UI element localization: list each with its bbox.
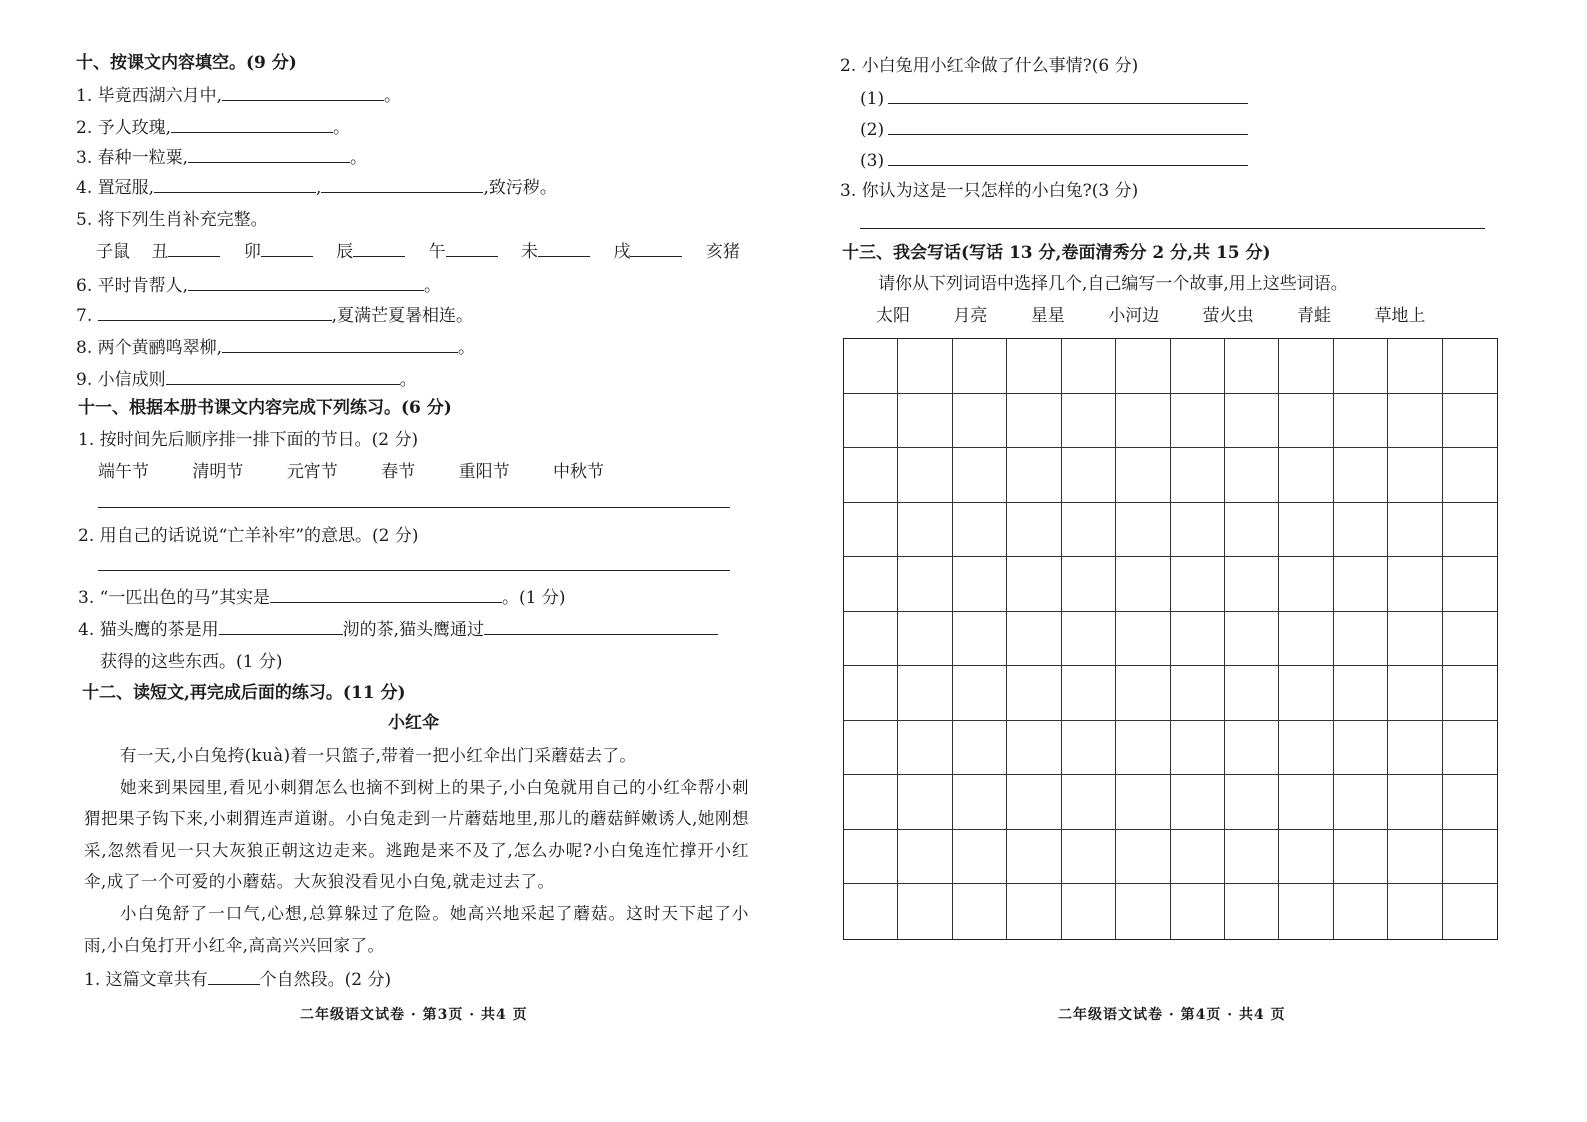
grid-cell[interactable] — [1443, 394, 1497, 449]
grid-cell[interactable] — [1225, 503, 1279, 558]
grid-cell[interactable] — [1171, 394, 1225, 449]
grid-cell[interactable] — [1062, 339, 1116, 394]
grid-cell[interactable] — [1116, 612, 1170, 667]
q-text: ,致污秽。 — [483, 178, 557, 198]
festival-item: 清明节 — [192, 462, 244, 482]
grid-cell[interactable] — [1443, 557, 1497, 612]
grid-cell[interactable] — [1334, 666, 1388, 721]
grid-cell[interactable] — [1171, 339, 1225, 394]
grid-cell[interactable] — [898, 503, 952, 558]
festival-item: 端午节 — [98, 462, 149, 482]
grid-cell[interactable] — [1116, 721, 1170, 776]
grid-cell[interactable] — [1279, 884, 1333, 939]
grid-cell[interactable] — [953, 721, 1007, 776]
grid-cell[interactable] — [1388, 775, 1442, 830]
grid-cell[interactable] — [1279, 666, 1333, 721]
grid-cell[interactable] — [1388, 721, 1442, 776]
grid-cell[interactable] — [1334, 884, 1388, 939]
grid-cell[interactable] — [1062, 503, 1116, 558]
grid-cell[interactable] — [1171, 557, 1225, 612]
s12-q2: 2. 小白兔用小红伞做了什么事情?(6 分) — [840, 56, 1139, 76]
answer-blank[interactable] — [166, 368, 400, 385]
zodiac-item: 辰 — [336, 242, 354, 262]
fill-q9 — [76, 368, 417, 391]
festival-row — [98, 461, 604, 483]
answer-blank[interactable] — [171, 116, 333, 133]
grid-cell[interactable] — [1171, 666, 1225, 721]
grid-cell[interactable] — [1007, 721, 1061, 776]
grid-cell[interactable] — [1279, 830, 1333, 885]
answer-blank[interactable] — [321, 176, 483, 193]
story-paragraph: 有一天,小白兔挎(kuà)着一只篮子,带着一把小红伞出门采蘑菇去了。 — [120, 746, 637, 765]
answer-line[interactable] — [98, 507, 730, 508]
grid-cell[interactable] — [1007, 503, 1061, 558]
grid-cell[interactable] — [1279, 394, 1333, 449]
word-list — [876, 305, 1425, 327]
answer-blank[interactable] — [154, 176, 316, 193]
grid-cell[interactable] — [1443, 830, 1497, 885]
fill-q4: 4. 置冠服, , ,致污秽。 — [76, 178, 557, 198]
answer-blank[interactable] — [222, 336, 458, 353]
grid-cell[interactable] — [898, 448, 952, 503]
grid-cell[interactable] — [1171, 830, 1225, 885]
s11-q4-cont: 获得的这些东西。(1 分) — [100, 652, 283, 672]
grid-cell[interactable] — [844, 721, 898, 776]
grid-cell[interactable] — [1171, 503, 1225, 558]
word-item: 月亮 — [953, 306, 988, 326]
grid-cell[interactable] — [1007, 830, 1061, 885]
grid-cell[interactable] — [953, 775, 1007, 830]
answer-blank[interactable] — [270, 586, 502, 603]
grid-cell[interactable] — [1279, 448, 1333, 503]
word-item: 小河边 — [1108, 306, 1160, 326]
grid-cell[interactable] — [844, 775, 898, 830]
grid-cell[interactable] — [1388, 339, 1442, 394]
grid-cell[interactable] — [1062, 666, 1116, 721]
answer-blank[interactable] — [222, 84, 384, 101]
grid-cell[interactable] — [1225, 666, 1279, 721]
grid-cell[interactable] — [1062, 721, 1116, 776]
q-text: 9. 小信成则 — [76, 370, 166, 390]
answer-blank[interactable] — [168, 240, 220, 257]
grid-cell[interactable] — [844, 884, 898, 939]
section-11-title: 十一、根据本册书课文内容完成下列练习。(6 分) — [78, 398, 452, 418]
zodiac-item: 亥猪 — [705, 242, 740, 262]
grid-cell[interactable] — [1443, 775, 1497, 830]
grid-cell[interactable] — [898, 339, 952, 394]
grid-cell[interactable] — [1007, 339, 1061, 394]
grid-cell[interactable] — [1279, 503, 1333, 558]
q-text: 3. 春种一粒粟, — [76, 148, 189, 168]
word-item: 草地上 — [1374, 306, 1426, 326]
answer-blank[interactable] — [538, 240, 590, 257]
grid-cell[interactable] — [1225, 884, 1279, 939]
grid-cell[interactable] — [953, 666, 1007, 721]
grid-cell[interactable] — [844, 830, 898, 885]
grid-cell[interactable] — [1007, 612, 1061, 667]
grid-cell[interactable] — [953, 830, 1007, 885]
page-footer: 二年级语文试卷 · 第4页 · 共4 页 — [1058, 1007, 1286, 1023]
grid-cell[interactable] — [1443, 884, 1497, 939]
grid-cell[interactable] — [953, 339, 1007, 394]
q-text: 沏的茶,猫头鹰通过 — [342, 620, 485, 640]
grid-cell[interactable] — [1279, 557, 1333, 612]
grid-cell[interactable] — [1443, 721, 1497, 776]
grid-cell[interactable] — [1225, 775, 1279, 830]
grid-cell[interactable] — [1443, 612, 1497, 667]
fill-q1 — [76, 84, 401, 107]
grid-cell[interactable] — [898, 612, 952, 667]
grid-cell[interactable] — [1225, 448, 1279, 503]
grid-cell[interactable] — [1007, 775, 1061, 830]
grid-cell[interactable] — [1334, 775, 1388, 830]
s11-q4 — [78, 618, 718, 641]
grid-cell[interactable] — [1225, 830, 1279, 885]
grid-cell[interactable] — [1062, 775, 1116, 830]
writing-grid[interactable] — [843, 338, 1498, 940]
grid-cell[interactable] — [1116, 830, 1170, 885]
grid-cell[interactable] — [1279, 339, 1333, 394]
grid-cell[interactable] — [1116, 666, 1170, 721]
grid-cell[interactable] — [898, 666, 952, 721]
q-text: 个自然段。(2 分) — [259, 970, 392, 990]
item-label: (1) — [860, 89, 885, 109]
s11-q2: 2. 用自己的话说说“亡羊补牢”的意思。(2 分) — [78, 526, 419, 546]
grid-cell[interactable] — [1225, 612, 1279, 667]
grid-cell[interactable] — [1388, 394, 1442, 449]
punct: 。 — [333, 118, 351, 138]
grid-cell[interactable] — [1171, 612, 1225, 667]
zodiac-item: 卯 — [243, 242, 261, 262]
grid-cell[interactable] — [1116, 394, 1170, 449]
grid-cell[interactable] — [1443, 448, 1497, 503]
grid-cell[interactable] — [1443, 503, 1497, 558]
word-item: 萤火虫 — [1202, 306, 1254, 326]
q-text: 1. 这篇文章共有 — [84, 970, 208, 990]
grid-cell[interactable] — [1334, 830, 1388, 885]
q2-item — [860, 87, 1248, 110]
grid-cell[interactable] — [1279, 775, 1333, 830]
grid-cell[interactable] — [1388, 830, 1442, 885]
grid-cell[interactable] — [953, 448, 1007, 503]
s11-q3 — [78, 586, 566, 609]
punct: 。 — [424, 276, 442, 296]
s11-q1: 1. 按时间先后顺序排一排下面的节日。(2 分) — [78, 430, 419, 450]
grid-cell[interactable] — [1007, 394, 1061, 449]
q2-item — [860, 149, 1248, 172]
fill-q3 — [76, 146, 367, 169]
grid-cell[interactable] — [1116, 503, 1170, 558]
grid-cell[interactable] — [1225, 721, 1279, 776]
q-text: 8. 两个黄鹂鸣翠柳, — [76, 338, 223, 358]
fill-q7 — [76, 304, 473, 327]
answer-blank[interactable] — [219, 618, 343, 635]
section-12-title: 十二、读短文,再完成后面的练习。(11 分) — [82, 683, 406, 703]
q-text: 7. — [76, 306, 93, 326]
grid-cell[interactable] — [1062, 612, 1116, 667]
grid-cell[interactable] — [844, 503, 898, 558]
q-text: 3. “一匹出色的马”其实是 — [78, 588, 271, 608]
grid-cell[interactable] — [844, 557, 898, 612]
s12-q3: 3. 你认为这是一只怎样的小白兔?(3 分) — [840, 181, 1139, 201]
answer-blank[interactable] — [446, 240, 498, 257]
grid-cell[interactable] — [1388, 666, 1442, 721]
grid-cell[interactable] — [844, 448, 898, 503]
s12-q1 — [84, 968, 391, 991]
grid-cell[interactable] — [1116, 775, 1170, 830]
grid-cell[interactable] — [1007, 884, 1061, 939]
grid-cell[interactable] — [1062, 830, 1116, 885]
q-text: 4. 猫头鹰的茶是用 — [78, 620, 219, 640]
q-text: 2. 予人玫瑰, — [76, 118, 172, 138]
story-text — [84, 740, 749, 961]
grid-cell[interactable] — [844, 394, 898, 449]
grid-cell[interactable] — [898, 557, 952, 612]
festival-item: 春节 — [381, 462, 416, 482]
section-10-title: 十、按课文内容填空。(9 分) — [76, 53, 297, 73]
answer-blank[interactable] — [630, 240, 682, 257]
zodiac-item: 午 — [428, 242, 446, 262]
grid-cell[interactable] — [1388, 884, 1442, 939]
grid-cell[interactable] — [1443, 339, 1497, 394]
section-13-title: 十三、我会写话(写话 13 分,卷面清秀分 2 分,共 15 分) — [842, 243, 1271, 263]
punct: 。 — [399, 370, 417, 390]
grid-cell[interactable] — [1225, 557, 1279, 612]
q2-item — [860, 118, 1248, 141]
grid-cell[interactable] — [1171, 721, 1225, 776]
fill-q2 — [76, 116, 350, 139]
grid-cell[interactable] — [1171, 448, 1225, 503]
grid-cell[interactable] — [1334, 339, 1388, 394]
grid-cell[interactable] — [1279, 721, 1333, 776]
answer-blank[interactable] — [98, 304, 332, 321]
zodiac-item: 子鼠 — [96, 242, 130, 262]
grid-cell[interactable] — [1388, 612, 1442, 667]
fill-q5: 5. 将下列生肖补充完整。 — [76, 210, 268, 230]
s13-instruction: 请你从下列词语中选择几个,自己编写一个故事,用上这些词语。 — [878, 274, 1348, 294]
punct: 。 — [458, 338, 476, 358]
answer-blank[interactable] — [888, 118, 1248, 135]
grid-cell[interactable] — [1225, 394, 1279, 449]
grid-cell[interactable] — [1062, 884, 1116, 939]
grid-cell[interactable] — [1116, 448, 1170, 503]
word-item: 青蛙 — [1297, 306, 1332, 326]
grid-cell[interactable] — [1007, 448, 1061, 503]
answer-blank[interactable] — [353, 240, 405, 257]
q-text: ,夏满芒夏暑相连。 — [331, 306, 474, 326]
grid-cell[interactable] — [898, 830, 952, 885]
answer-blank[interactable] — [888, 87, 1248, 104]
zodiac-item: 戌 — [613, 242, 631, 262]
answer-line[interactable] — [98, 570, 730, 571]
grid-cell[interactable] — [898, 394, 952, 449]
grid-cell[interactable] — [1388, 557, 1442, 612]
grid-cell[interactable] — [1116, 339, 1170, 394]
story-paragraph: 小白兔舒了一口气,心想,总算躲过了危险。她高兴地采起了蘑菇。这时天下起了小雨,小白兔打开小红伞,高高兴兴回家了。 — [84, 903, 749, 955]
answer-blank[interactable] — [188, 146, 350, 163]
item-label: (2) — [860, 120, 885, 140]
grid-cell[interactable] — [1334, 394, 1388, 449]
story-paragraph: 她来到果园里,看见小刺猬怎么也摘不到树上的果子,小白兔就用自己的小红伞帮小刺猬把果子钩下来,小刺猬连声道谢。小白兔走到一片蘑菇地里,那儿的蘑菇鲜嫩诱人,她刚想采,忽然看见一只大灰狼正朝这边走来。逃跑是来不及了,怎么办呢?小白兔连忙撑开小红伞,成了一个可爱的小蘑菇。大灰狼没看见小白兔,就走过去了。 — [84, 777, 749, 892]
grid-cell[interactable] — [1334, 503, 1388, 558]
festival-item: 中秋节 — [553, 462, 605, 482]
grid-cell[interactable] — [1334, 612, 1388, 667]
grid-cell[interactable] — [844, 339, 898, 394]
story-title: 小红伞 — [388, 713, 439, 733]
q-text: 4. 置冠服, — [76, 178, 155, 198]
grid-cell[interactable] — [1116, 557, 1170, 612]
grid-cell[interactable] — [953, 557, 1007, 612]
answer-blank[interactable] — [208, 968, 260, 985]
zodiac-row — [96, 240, 740, 263]
answer-blank[interactable] — [261, 240, 313, 257]
grid-cell[interactable] — [1062, 394, 1116, 449]
item-label: (3) — [860, 151, 885, 171]
grid-cell[interactable] — [1443, 666, 1497, 721]
punct: 。 — [350, 148, 368, 168]
q-text: 。(1 分) — [502, 588, 566, 608]
grid-cell[interactable] — [1334, 448, 1388, 503]
grid-cell[interactable] — [898, 721, 952, 776]
answer-blank[interactable] — [484, 618, 718, 635]
grid-cell[interactable] — [1334, 557, 1388, 612]
festival-item: 元宵节 — [286, 462, 338, 482]
grid-cell[interactable] — [1279, 612, 1333, 667]
grid-cell[interactable] — [1225, 339, 1279, 394]
page-footer: 二年级语文试卷 · 第3页 · 共4 页 — [300, 1007, 528, 1023]
q-text: 6. 平时肯帮人, — [76, 276, 189, 296]
grid-cell[interactable] — [953, 612, 1007, 667]
festival-item: 重阳节 — [458, 462, 510, 482]
grid-cell[interactable] — [1116, 884, 1170, 939]
answer-blank[interactable] — [188, 274, 424, 291]
answer-blank[interactable] — [888, 149, 1248, 166]
fill-q8 — [76, 336, 475, 359]
grid-cell[interactable] — [953, 503, 1007, 558]
punct: 。 — [384, 86, 402, 106]
grid-cell[interactable] — [1171, 775, 1225, 830]
grid-cell[interactable] — [1007, 666, 1061, 721]
grid-cell[interactable] — [1062, 557, 1116, 612]
word-item: 星星 — [1030, 306, 1065, 326]
word-item: 太阳 — [876, 306, 910, 326]
grid-cell[interactable] — [844, 612, 898, 667]
grid-cell[interactable] — [1062, 448, 1116, 503]
grid-cell[interactable] — [898, 884, 952, 939]
grid-cell[interactable] — [1007, 557, 1061, 612]
grid-cell[interactable] — [1388, 448, 1442, 503]
zodiac-item: 未 — [521, 242, 539, 262]
grid-cell[interactable] — [1171, 884, 1225, 939]
fill-q6 — [76, 274, 441, 297]
grid-cell[interactable] — [898, 775, 952, 830]
grid-cell[interactable] — [953, 394, 1007, 449]
q-text: 1. 毕竟西湖六月中, — [76, 86, 223, 106]
zodiac-item: 丑 — [151, 242, 169, 262]
grid-cell[interactable] — [844, 666, 898, 721]
answer-line[interactable] — [860, 228, 1485, 229]
grid-cell[interactable] — [1388, 503, 1442, 558]
grid-cell[interactable] — [1334, 721, 1388, 776]
grid-cell[interactable] — [953, 884, 1007, 939]
